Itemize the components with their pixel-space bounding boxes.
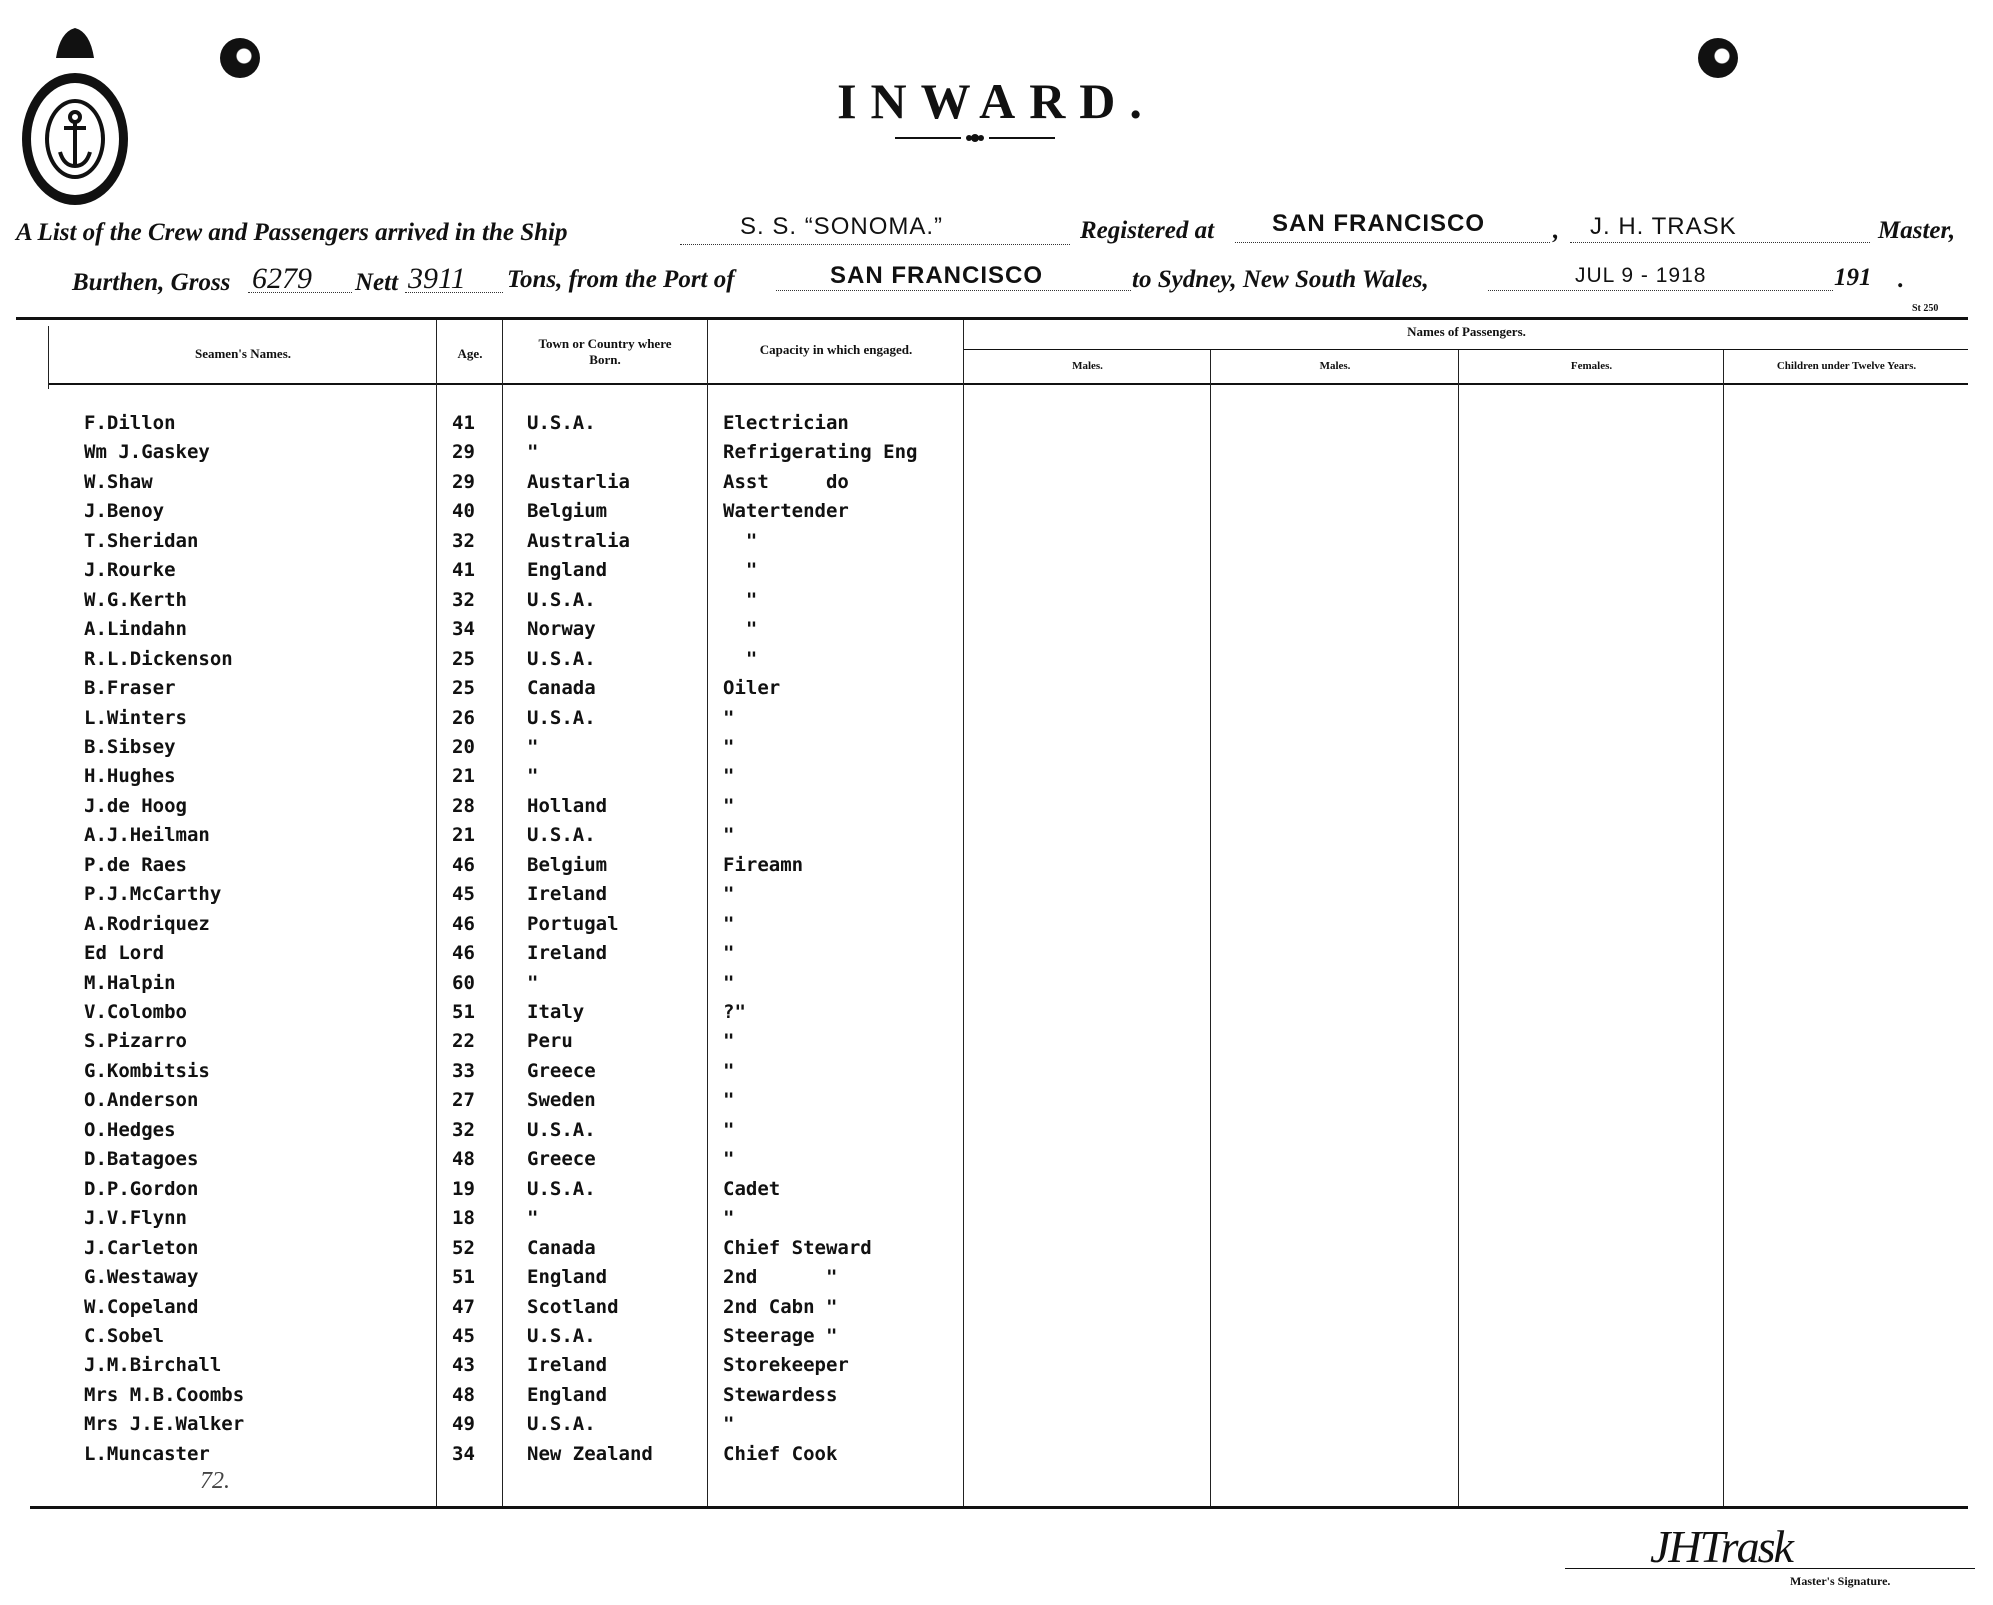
cell-born: Ireland (527, 883, 608, 906)
nett-tons: 3911 (408, 262, 466, 295)
master-signature: JHTrask (1650, 1521, 1792, 1572)
cell-born: New Zealand (527, 1442, 653, 1465)
cell-age: 28 (452, 794, 475, 817)
cell-name: T.Sheridan (84, 529, 199, 552)
cell-capacity: " (723, 765, 735, 788)
cell-born: " (527, 1207, 539, 1230)
cell-born: U.S.A. (527, 588, 596, 611)
cell-name: D.Batagoes (84, 1148, 199, 1171)
date-underline (1488, 290, 1833, 291)
cell-capacity: " (723, 912, 735, 935)
cell-name: M.Halpin (84, 971, 176, 994)
cell-age: 51 (452, 1001, 475, 1023)
cell-capacity: " (723, 1089, 735, 1112)
cell-name: B.Fraser (84, 677, 176, 700)
table-top-rule (16, 317, 1968, 320)
cell-age: 29 (452, 441, 475, 464)
ship-underline (680, 244, 1070, 245)
header-males-1: Males. (1072, 360, 1103, 372)
total-note: 72. (200, 1468, 230, 1494)
cell-capacity: Storekeeper (723, 1354, 849, 1377)
cell-born: U.S.A. (527, 706, 596, 729)
cell-age: 26 (452, 706, 475, 729)
cell-name: A.Lindahn (84, 618, 187, 641)
cell-name: R.L.Dickenson (84, 647, 233, 670)
cell-name: C.Sobel (84, 1324, 165, 1347)
cell-capacity: Chief Cook (723, 1442, 838, 1465)
cell-age: 34 (452, 618, 475, 641)
col-divider-children (1723, 350, 1724, 1506)
signature-label: Master's Signature. (1790, 1574, 1891, 1588)
cell-born: Austarlia (527, 470, 630, 493)
cell-capacity: " (723, 1059, 735, 1082)
cell-capacity: Chief Steward (723, 1236, 872, 1259)
cell-born: " (527, 735, 539, 758)
cell-born: Belgium (527, 853, 608, 876)
passengers-split-rule (963, 349, 1968, 350)
table-bottom-rule (30, 1506, 1968, 1509)
page-title: INWARD. (837, 73, 1156, 129)
col-divider-born (502, 320, 503, 1506)
cell-capacity: " (723, 1030, 735, 1053)
cell-born: Ireland (527, 942, 608, 965)
ship-name: S. S. “SONOMA.” (740, 213, 944, 240)
cell-capacity: Electrician (723, 412, 849, 434)
header-born: Town or Country where Born. (538, 336, 672, 367)
cell-age: 34 (452, 1442, 475, 1465)
header-seamens-names: Seamen's Names. (194, 346, 292, 361)
cell-age: 21 (452, 765, 475, 788)
registered-underline (1235, 242, 1550, 243)
cell-age: 21 (452, 824, 475, 847)
cell-age: 41 (452, 412, 475, 434)
header-names-of-passengers: Names of Passengers. (1407, 324, 1526, 339)
cell-name: H.Hughes (84, 765, 176, 788)
cell-age: 49 (452, 1413, 475, 1436)
col-divider-passengers (963, 320, 964, 1506)
cell-name: L.Winters (84, 706, 187, 729)
cell-capacity: Fireamn (723, 853, 804, 876)
cell-name: O.Hedges (84, 1118, 176, 1141)
cell-capacity: " (723, 1148, 735, 1171)
cell-capacity: " (723, 794, 735, 817)
comma: , (1553, 217, 1560, 244)
cell-born: Scotland (527, 1295, 619, 1318)
cell-age: 48 (452, 1383, 475, 1406)
cell-name: A.Rodriquez (84, 912, 210, 935)
col-divider-males2 (1210, 350, 1211, 1506)
cell-name: F.Dillon (84, 412, 176, 434)
cell-born: England (527, 1383, 608, 1406)
cell-born: " (527, 765, 539, 788)
cell-capacity: 2nd Cabn " (723, 1295, 838, 1318)
cell-capacity: " (723, 1413, 735, 1436)
port-from: SAN FRANCISCO (830, 262, 1044, 289)
cell-name: G.Westaway (84, 1266, 199, 1289)
col-divider-age (436, 320, 437, 1506)
cell-name: W.Copeland (84, 1295, 199, 1318)
header-age: Age. (457, 346, 483, 361)
cell-name: W.Shaw (84, 470, 153, 493)
cell-born: Greece (527, 1148, 596, 1171)
cell-name: A.J.Heilman (84, 824, 210, 847)
cell-capacity: " (723, 942, 735, 965)
header-capacity: Capacity in which engaged. (759, 342, 913, 357)
cell-born: U.S.A. (527, 412, 596, 434)
year-dot: . (1898, 266, 1905, 293)
cell-capacity: " (723, 529, 758, 552)
cell-capacity: Watertender (723, 500, 849, 523)
cell-age: 32 (452, 588, 475, 611)
cell-capacity: " (723, 971, 735, 994)
gross-tons: 6279 (252, 262, 312, 295)
cell-name: J.Carleton (84, 1236, 199, 1259)
cell-name: J.Benoy (84, 500, 165, 523)
cell-age: 45 (452, 1324, 475, 1347)
cell-capacity: Cadet (723, 1177, 781, 1200)
cell-age: 46 (452, 912, 475, 935)
cell-capacity: " (723, 618, 758, 641)
header-males-2: Males. (1319, 360, 1351, 372)
intro-line2-c: Tons, from the Port of (507, 266, 735, 293)
cell-age: 41 (452, 559, 475, 582)
cell-age: 20 (452, 735, 475, 758)
cell-name: W.G.Kerth (84, 588, 187, 611)
cell-capacity: " (723, 1118, 735, 1141)
cell-age: 32 (452, 529, 475, 552)
port-underline (776, 290, 1131, 291)
cell-born: Portugal (527, 912, 619, 935)
cell-capacity: Stewardess (723, 1383, 838, 1406)
cell-capacity: Refrigerating Eng (723, 441, 918, 464)
header-children: Children under Twelve Years. (1776, 360, 1917, 372)
cell-name: O.Anderson (84, 1089, 199, 1112)
cell-age: 19 (452, 1177, 475, 1200)
cell-age: 25 (452, 647, 475, 670)
cell-name: J.Rourke (84, 559, 176, 582)
cell-capacity: " (723, 824, 735, 847)
col-divider-capacity (707, 320, 708, 1506)
cell-capacity: 2nd " (723, 1266, 838, 1289)
cell-born: U.S.A. (527, 647, 596, 670)
cell-capacity: Oiler (723, 677, 781, 700)
cell-born: Australia (527, 529, 630, 552)
intro-line1-a: A List of the Crew and Passengers arrived in the Ship (16, 219, 568, 246)
cell-born: Canada (527, 677, 596, 700)
cell-age: 27 (452, 1089, 475, 1112)
cell-capacity: " (723, 883, 735, 906)
header-bottom-rule (48, 383, 1968, 385)
cell-name: P.de Raes (84, 853, 187, 876)
col-divider-females (1458, 350, 1459, 1506)
cell-born: U.S.A. (527, 1413, 596, 1436)
cell-age: 18 (452, 1207, 475, 1230)
intro-line2-d: to Sydney, New South Wales, (1132, 266, 1429, 293)
cell-capacity: Steerage " (723, 1324, 838, 1347)
cell-born: Holland (527, 794, 608, 817)
cell-name: Wm J.Gaskey (84, 441, 210, 464)
master-name: J. H. TRASK (1590, 213, 1737, 240)
cell-age: 33 (452, 1059, 475, 1082)
cell-capacity: " (723, 1207, 735, 1230)
master-underline (1570, 242, 1870, 243)
cell-name: S.Pizarro (84, 1030, 187, 1053)
title-ornament (895, 132, 1055, 144)
cell-born: England (527, 559, 608, 582)
cell-capacity: " (723, 735, 735, 758)
cell-name: V.Colombo (84, 1001, 187, 1023)
cell-age: 46 (452, 853, 475, 876)
cell-age: 43 (452, 1354, 475, 1377)
header-females: Females. (1570, 360, 1613, 372)
form-code: St 250 (1912, 303, 1939, 314)
cell-capacity: " (723, 647, 758, 670)
cell-born: " (527, 971, 539, 994)
cell-name: B.Sibsey (84, 735, 176, 758)
cell-capacity: " (723, 588, 758, 611)
cell-born: Norway (527, 618, 596, 641)
cell-name: Ed Lord (84, 942, 165, 965)
cell-born: U.S.A. (527, 1118, 596, 1141)
intro-line1-c: Master, (1878, 217, 1956, 244)
cell-born: Italy (527, 1001, 585, 1023)
cell-age: 46 (452, 942, 475, 965)
cell-age: 29 (452, 470, 475, 493)
cell-name: Mrs J.E.Walker (84, 1413, 245, 1436)
cell-age: 52 (452, 1236, 475, 1259)
cell-age: 32 (452, 1118, 475, 1141)
cell-born: Canada (527, 1236, 596, 1259)
cell-age: 48 (452, 1148, 475, 1171)
intro-line1-b: Registered at (1080, 217, 1215, 244)
cell-capacity: " (723, 706, 735, 729)
cell-age: 51 (452, 1266, 475, 1289)
cell-born: " (527, 441, 539, 464)
cell-name: J.de Hoog (84, 794, 187, 817)
cell-name: J.M.Birchall (84, 1354, 222, 1377)
col-divider-name (48, 326, 49, 389)
cell-name: J.V.Flynn (84, 1207, 187, 1230)
cell-age: 25 (452, 677, 475, 700)
cell-name: G.Kombitsis (84, 1059, 210, 1082)
cell-born: U.S.A. (527, 1324, 596, 1347)
cell-age: 60 (452, 971, 475, 994)
intro-line2-a: Burthen, Gross (72, 269, 231, 296)
cell-born: England (527, 1266, 608, 1289)
cell-age: 22 (452, 1030, 475, 1053)
cell-born: Belgium (527, 500, 608, 523)
arrival-date: JUL 9 - 1918 (1575, 264, 1707, 287)
cell-born: U.S.A. (527, 1177, 596, 1200)
cell-name: P.J.McCarthy (84, 883, 222, 906)
intro-line2-b: Nett (355, 269, 399, 296)
cell-name: Mrs M.B.Coombs (84, 1383, 245, 1406)
cell-born: Greece (527, 1059, 596, 1082)
cell-name: L.Muncaster (84, 1442, 210, 1465)
cell-age: 40 (452, 500, 475, 523)
cell-born: Ireland (527, 1354, 608, 1377)
cell-capacity: Asst do (723, 470, 849, 493)
registered-port: SAN FRANCISCO (1272, 210, 1486, 237)
cell-age: 47 (452, 1295, 475, 1318)
cell-capacity: ?" (723, 1001, 746, 1023)
cell-name: D.P.Gordon (84, 1177, 199, 1200)
cell-born: U.S.A. (527, 824, 596, 847)
cell-born: Sweden (527, 1089, 596, 1112)
cell-capacity: " (723, 559, 758, 582)
cell-born: Peru (527, 1030, 573, 1053)
year-prefix: 191 (1834, 264, 1872, 291)
cell-age: 45 (452, 883, 475, 906)
